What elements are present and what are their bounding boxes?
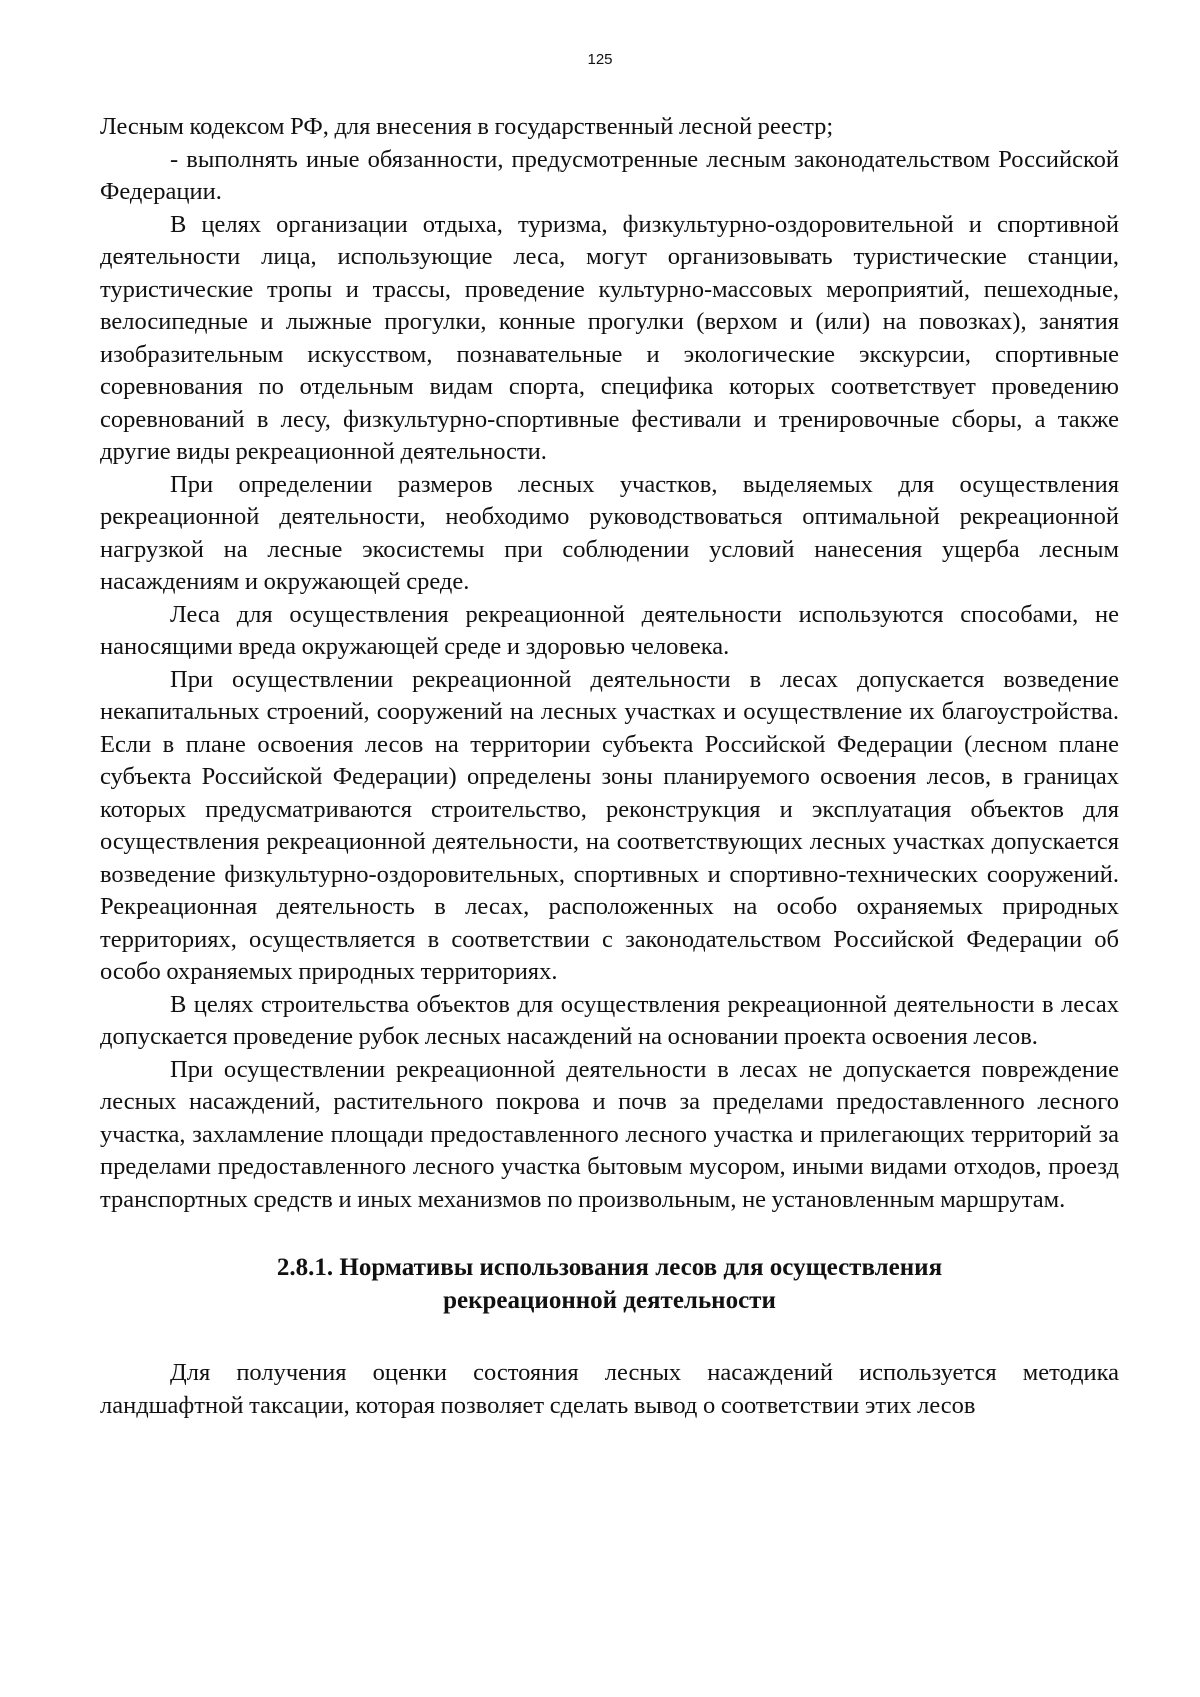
page-number: 125: [587, 51, 613, 68]
paragraph-obligations: - выполнять иные обязанности, предусмотренные лесным законодательством Российской Федерации.: [100, 145, 1119, 205]
paragraph-prohibitions: При осуществлении рекреационной деятельности в лесах не допускается повреждение лесных насаждений, растительного покрова и почв за пределами предоставленного лесного участка, захламление площади предоставленного лесного участка и прилегающих территорий за пределами предоставленного лесного участка бытовым мусором, иными видами отходов, проезд транспортных средств и иных механизмов по произвольным, не установленным маршрутам.: [100, 1055, 1119, 1213]
section-heading-line-2: рекреационной деятельности: [443, 1286, 776, 1314]
paragraph-logging: В целях строительства объектов для осуществления рекреационной деятельности в лесах допускается проведение рубок лесных насаждений на основании проекта освоения лесов.: [100, 990, 1119, 1050]
paragraph-plot-sizes: При определении размеров лесных участков, выделяемых для осуществления рекреационной деятельности, необходимо руководствоваться оптимальной рекреационной нагрузкой на лесные экосистемы при соблюдении условий нанесения ущерба лесным насаждениям и окружающей среде.: [100, 470, 1119, 595]
paragraph-continuation: Лесным кодексом РФ, для внесения в государственный лесной реестр;: [100, 113, 834, 140]
paragraph-landscape-taxation: Для получения оценки состояния лесных насаждений используется методика ландшафтной таксации, которая позволяет сделать вывод о соответствии этих лесов: [100, 1359, 1119, 1419]
paragraph-usage-methods: Леса для осуществления рекреационной деятельности используются способами, не наносящими вреда окружающей среде и здоровью человека.: [100, 600, 1119, 660]
page-body: [100, 111, 1119, 1422]
paragraph-construction: При осуществлении рекреационной деятельности в лесах допускается возведение некапитальных строений, сооружений на лесных участках и осуществление их благоустройства. Если в плане освоения лесов на территории субъекта Российской Федерации (лесном плане субъекта Российской Федерации) определены зоны планируемого освоения лесов, в границах которых предусматриваются строительство, реконструкция и эксплуатация объектов для осуществления рекреационной деятельности, на соответствующих лесных участках допускается возведение физкультурно-оздоровительных, спортивных и спортивно-технических сооружений. Рекреационная деятельность в лесах, расположенных на особо охраняемых природных территориях, осуществляется в соответствии с законодательством Российской Федерации об особо охраняемых природных территориях.: [100, 665, 1119, 985]
paragraph-recreation-activities: В целях организации отдыха, туризма, физкультурно-оздоровительной и спортивной деятельности лица, использующие леса, могут организовывать туристические станции, туристические тропы и трассы, проведение культурно-массовых мероприятий, пешеходные, велосипедные и лыжные прогулки, конные прогулки (верхом и (или) на повозках), занятия изобразительным искусством, познавательные и экологические экскурсии, спортивные соревнования по отдельным видам спорта, специфика которых соответствует проведению соревнований в лесу, физкультурно-спортивные фестивали и тренировочные сборы, а также другие виды рекреационной деятельности.: [100, 210, 1119, 465]
section-heading: [100, 1252, 1119, 1317]
section-heading-line-1: 2.8.1. Нормативы использования лесов для осуществления: [276, 1254, 943, 1281]
